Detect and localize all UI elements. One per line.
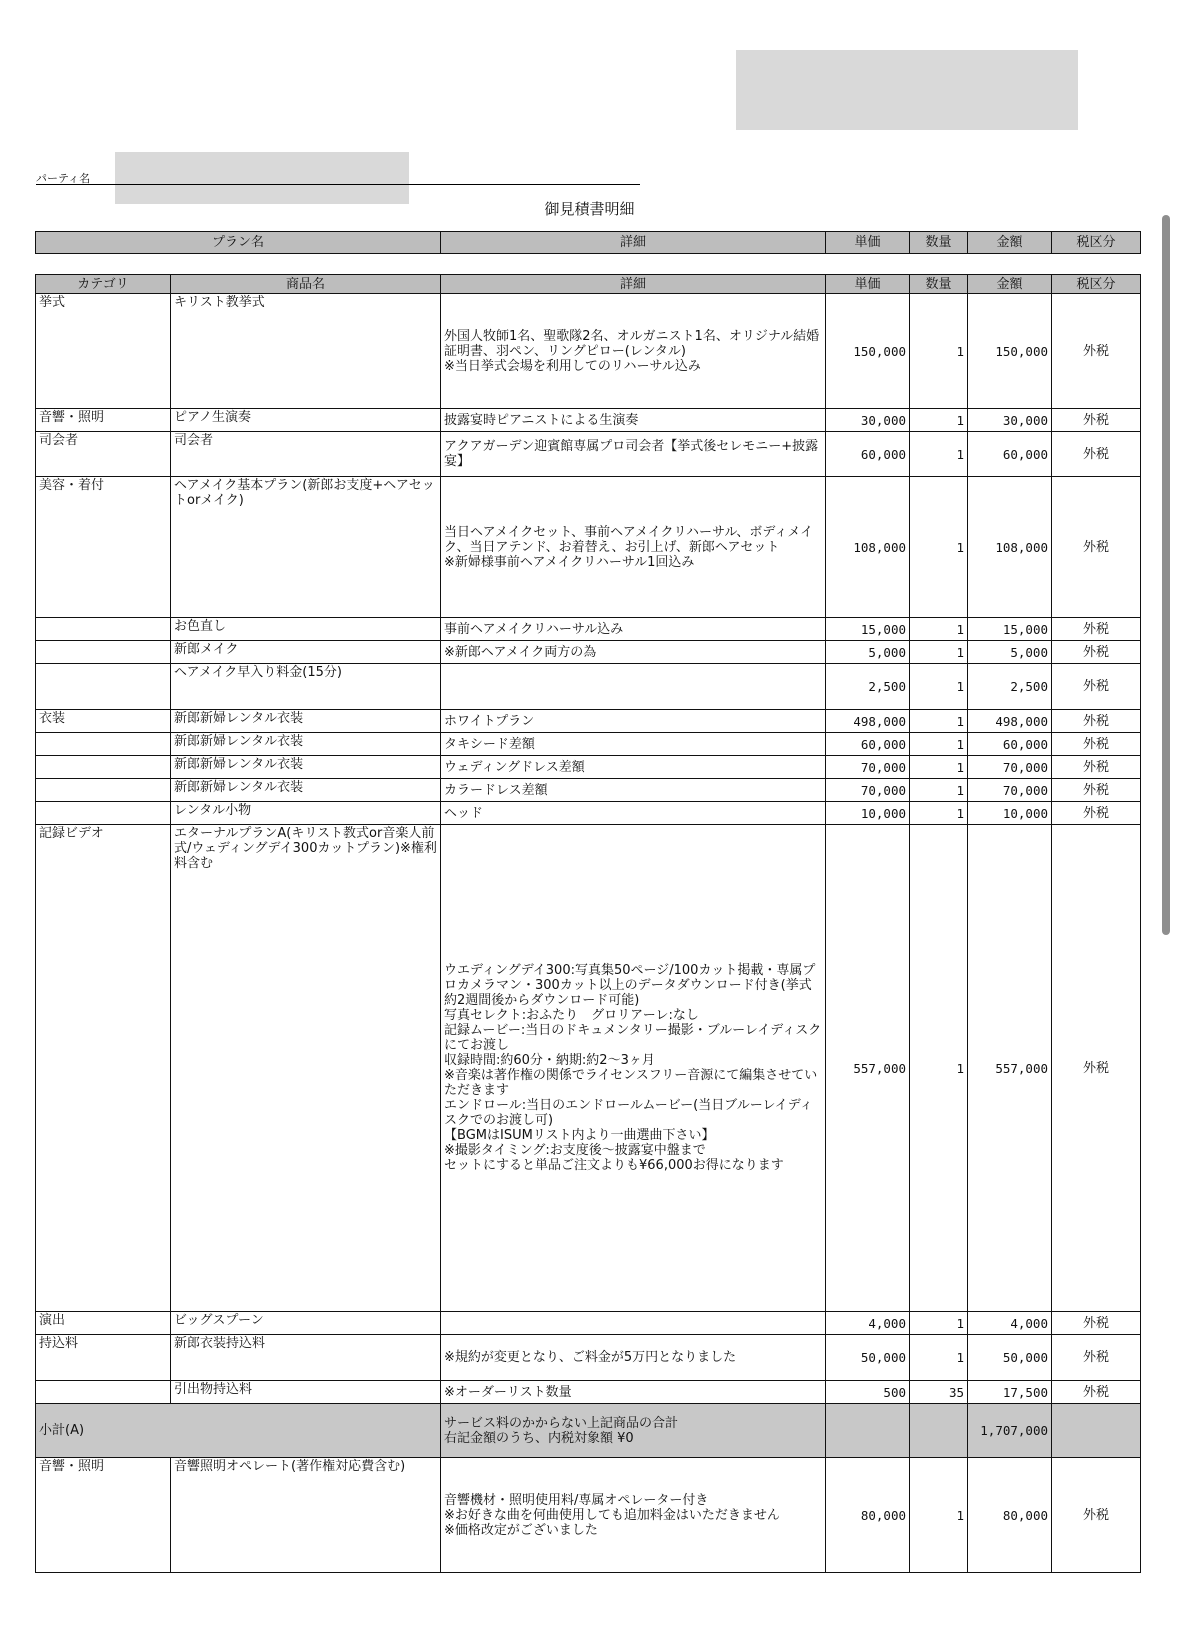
row-category: 記録ビデオ: [36, 825, 171, 1312]
row-unit-price: 15,000: [826, 618, 910, 641]
header-detail: 詳細: [441, 275, 826, 294]
row-amount: 70,000: [968, 756, 1052, 779]
row-unit-price: 10,000: [826, 802, 910, 825]
row-detail: ウエディングデイ300:写真集50ページ/100カット掲載・専属プロカメラマン・300カット以上のデータダウンロード付き(挙式約2週間後からダウンロード可能) 写真セレクト:おふたり グロリアーレ:なし 記録ムービー:当日のドキュメンタリー撮影・ブルーレイディスクにてお渡し 収録時間:約60分・納期:約2〜3ヶ月 ※音楽は著作権の関係でライセンスフリー音源にて編集させていただきます エンドロール:当日のエンドロールムービー(当日ブルーレイディスクでのお渡し可) 【BGMはISUMリスト内より一曲選曲下さい】 ※撮影タイミング:お支度後〜披露宴中盤まで セットにすると単品ご注文よりも¥66,000お得になります: [441, 825, 826, 1312]
row-amount: 5,000: [968, 641, 1052, 664]
row-quantity: 1: [910, 802, 968, 825]
redacted-party-name: [115, 152, 409, 204]
row-item-name: ビッグスプーン: [171, 1312, 441, 1335]
row-category: [36, 618, 171, 641]
party-name-label: パーティ名: [36, 172, 91, 185]
row-tax: 外税: [1052, 756, 1141, 779]
redacted-header-box: [736, 50, 1078, 130]
row-tax: 外税: [1052, 294, 1141, 409]
row-quantity: 1: [910, 294, 968, 409]
row-category: 演出: [36, 1312, 171, 1335]
row-category: 司会者: [36, 432, 171, 477]
table-row: [36, 733, 1141, 756]
row-tax: 外税: [1052, 1335, 1141, 1381]
row-quantity: 35: [910, 1381, 968, 1404]
table-row: [36, 1458, 1141, 1573]
row-tax: 外税: [1052, 1312, 1141, 1335]
row-item-name: 新郎新婦レンタル衣装: [171, 756, 441, 779]
row-item-name: ヘアメイク基本プラン(新郎お支度+ヘアセットorメイク): [171, 477, 441, 618]
table-row: [36, 294, 1141, 409]
row-tax: 外税: [1052, 618, 1141, 641]
row-detail: ※オーダーリスト数量: [441, 1381, 826, 1404]
header-quantity: 数量: [910, 275, 968, 294]
row-item-name: ピアノ生演奏: [171, 409, 441, 432]
row-detail: アクアガーデン迎賓館専属プロ司会者【挙式後セレモニー+披露宴】: [441, 432, 826, 477]
row-detail: 事前ヘアメイクリハーサル込み: [441, 618, 826, 641]
row-item-name: 引出物持込料: [171, 1381, 441, 1404]
row-tax: 外税: [1052, 664, 1141, 710]
row-amount: 108,000: [968, 477, 1052, 618]
row-amount: 17,500: [968, 1381, 1052, 1404]
header-tax: 税区分: [1052, 275, 1141, 294]
row-item-name: 新郎新婦レンタル衣装: [171, 779, 441, 802]
row-amount: 4,000: [968, 1312, 1052, 1335]
vertical-scrollbar[interactable]: [1162, 215, 1170, 935]
row-quantity: 1: [910, 1312, 968, 1335]
row-item-name: 新郎新婦レンタル衣装: [171, 733, 441, 756]
row-item-name: ヘアメイク早入り料金(15分): [171, 664, 441, 710]
row-item-name: 司会者: [171, 432, 441, 477]
row-tax: 外税: [1052, 825, 1141, 1312]
row-quantity: 1: [910, 756, 968, 779]
subtotal-detail: サービス料のかからない上記商品の合計 右記金額のうち、内税対象額 ¥0: [441, 1404, 826, 1458]
subtotal-unit-price: [826, 1404, 910, 1458]
table-row: [36, 409, 1141, 432]
table-row: [36, 641, 1141, 664]
row-item-name: お色直し: [171, 618, 441, 641]
row-quantity: 1: [910, 825, 968, 1312]
row-quantity: 1: [910, 664, 968, 710]
table-row: [36, 710, 1141, 733]
row-quantity: 1: [910, 733, 968, 756]
row-detail: [441, 1312, 826, 1335]
row-unit-price: 5,000: [826, 641, 910, 664]
row-unit-price: 80,000: [826, 1458, 910, 1573]
row-item-name: レンタル小物: [171, 802, 441, 825]
plan-header-unit-price: 単価: [826, 232, 910, 254]
table-row: [36, 664, 1141, 710]
row-category: 音響・照明: [36, 1458, 171, 1573]
document-title: 御見積書明細: [544, 200, 635, 218]
row-detail: タキシード差額: [441, 733, 826, 756]
row-unit-price: 70,000: [826, 756, 910, 779]
party-name-underline: [36, 184, 640, 185]
table-row: [36, 756, 1141, 779]
row-category: [36, 756, 171, 779]
row-quantity: 1: [910, 477, 968, 618]
row-tax: 外税: [1052, 779, 1141, 802]
row-tax: 外税: [1052, 477, 1141, 618]
row-amount: 15,000: [968, 618, 1052, 641]
row-item-name: 新郎衣装持込料: [171, 1335, 441, 1381]
subtotal-row: [36, 1404, 1141, 1458]
row-amount: 70,000: [968, 779, 1052, 802]
row-unit-price: 30,000: [826, 409, 910, 432]
header-category: カテゴリ: [36, 275, 171, 294]
row-unit-price: 50,000: [826, 1335, 910, 1381]
table-row: [36, 432, 1141, 477]
table-row: [36, 1335, 1141, 1381]
row-detail: カラードレス差額: [441, 779, 826, 802]
row-unit-price: 60,000: [826, 432, 910, 477]
row-amount: 557,000: [968, 825, 1052, 1312]
row-item-name: キリスト教挙式: [171, 294, 441, 409]
row-quantity: 1: [910, 618, 968, 641]
plan-header-detail: 詳細: [441, 232, 826, 254]
plan-header-quantity: 数量: [910, 232, 968, 254]
row-detail: ヘッド: [441, 802, 826, 825]
row-detail: ※新郎ヘアメイク両方の為: [441, 641, 826, 664]
table-row: [36, 802, 1141, 825]
subtotal-tax: [1052, 1404, 1141, 1458]
row-item-name: エターナルプランA(キリスト教式or音楽人前式/ウェディングデイ300カットプラン)※権利料含む: [171, 825, 441, 1312]
row-detail: 当日ヘアメイクセット、事前ヘアメイクリハーサル、ボディメイク、当日アテンド、お着替え、お引上げ、新郎ヘアセット ※新婦様事前ヘアメイクリハーサル1回込み: [441, 477, 826, 618]
row-unit-price: 70,000: [826, 779, 910, 802]
row-quantity: 1: [910, 641, 968, 664]
row-tax: 外税: [1052, 432, 1141, 477]
header-unit-price: 単価: [826, 275, 910, 294]
row-quantity: 1: [910, 432, 968, 477]
row-tax: 外税: [1052, 802, 1141, 825]
row-amount: 60,000: [968, 733, 1052, 756]
row-category: [36, 1381, 171, 1404]
table-row: [36, 618, 1141, 641]
header-amount: 金額: [968, 275, 1052, 294]
row-unit-price: 498,000: [826, 710, 910, 733]
row-unit-price: 108,000: [826, 477, 910, 618]
table-row: [36, 1381, 1141, 1404]
row-item-name: 新郎メイク: [171, 641, 441, 664]
row-amount: 60,000: [968, 432, 1052, 477]
row-category: 持込料: [36, 1335, 171, 1381]
row-tax: 外税: [1052, 1458, 1141, 1573]
row-amount: 498,000: [968, 710, 1052, 733]
row-unit-price: 150,000: [826, 294, 910, 409]
row-category: [36, 802, 171, 825]
row-amount: 2,500: [968, 664, 1052, 710]
header-item-name: 商品名: [171, 275, 441, 294]
row-category: [36, 779, 171, 802]
table-row: [36, 477, 1141, 618]
plan-header-row: [36, 232, 1141, 254]
row-unit-price: 4,000: [826, 1312, 910, 1335]
row-detail: [441, 664, 826, 710]
row-category: 美容・着付: [36, 477, 171, 618]
table-row: [36, 779, 1141, 802]
row-detail: ※規約が変更となり、ご料金が5万円となりました: [441, 1335, 826, 1381]
row-detail: ウェディングドレス差額: [441, 756, 826, 779]
row-amount: 50,000: [968, 1335, 1052, 1381]
row-quantity: 1: [910, 409, 968, 432]
row-quantity: 1: [910, 710, 968, 733]
row-amount: 150,000: [968, 294, 1052, 409]
row-quantity: 1: [910, 779, 968, 802]
row-tax: 外税: [1052, 710, 1141, 733]
row-category: [36, 664, 171, 710]
plan-header-tax: 税区分: [1052, 232, 1141, 254]
item-table: [35, 274, 1141, 1573]
table-row: [36, 825, 1141, 1312]
subtotal-quantity: [910, 1404, 968, 1458]
row-detail: 外国人牧師1名、聖歌隊2名、オルガニスト1名、オリジナル結婚証明書、羽ペン、リングピロー(レンタル) ※当日挙式会場を利用してのリハーサル込み: [441, 294, 826, 409]
row-detail: ホワイトプラン: [441, 710, 826, 733]
row-category: 挙式: [36, 294, 171, 409]
row-amount: 30,000: [968, 409, 1052, 432]
subtotal-label: 小計(A): [36, 1404, 441, 1458]
row-unit-price: 2,500: [826, 664, 910, 710]
row-unit-price: 557,000: [826, 825, 910, 1312]
plan-header-plan-name: プラン名: [36, 232, 441, 254]
row-quantity: 1: [910, 1335, 968, 1381]
row-tax: 外税: [1052, 409, 1141, 432]
row-amount: 80,000: [968, 1458, 1052, 1573]
row-unit-price: 500: [826, 1381, 910, 1404]
row-item-name: 音響照明オペレート(著作権対応費含む): [171, 1458, 441, 1573]
subtotal-amount: 1,707,000: [968, 1404, 1052, 1458]
row-category: 衣装: [36, 710, 171, 733]
row-tax: 外税: [1052, 733, 1141, 756]
row-amount: 10,000: [968, 802, 1052, 825]
item-header-row: [36, 275, 1141, 294]
row-category: 音響・照明: [36, 409, 171, 432]
table-row: [36, 1312, 1141, 1335]
row-tax: 外税: [1052, 1381, 1141, 1404]
row-tax: 外税: [1052, 641, 1141, 664]
row-detail: 披露宴時ピアニストによる生演奏: [441, 409, 826, 432]
plan-table: [35, 231, 1141, 254]
row-unit-price: 60,000: [826, 733, 910, 756]
row-quantity: 1: [910, 1458, 968, 1573]
plan-header-amount: 金額: [968, 232, 1052, 254]
row-category: [36, 641, 171, 664]
row-category: [36, 733, 171, 756]
row-item-name: 新郎新婦レンタル衣装: [171, 710, 441, 733]
row-detail: 音響機材・照明使用料/専属オペレーター付き ※お好きな曲を何曲使用しても追加料金はいただきません ※価格改定がございました: [441, 1458, 826, 1573]
